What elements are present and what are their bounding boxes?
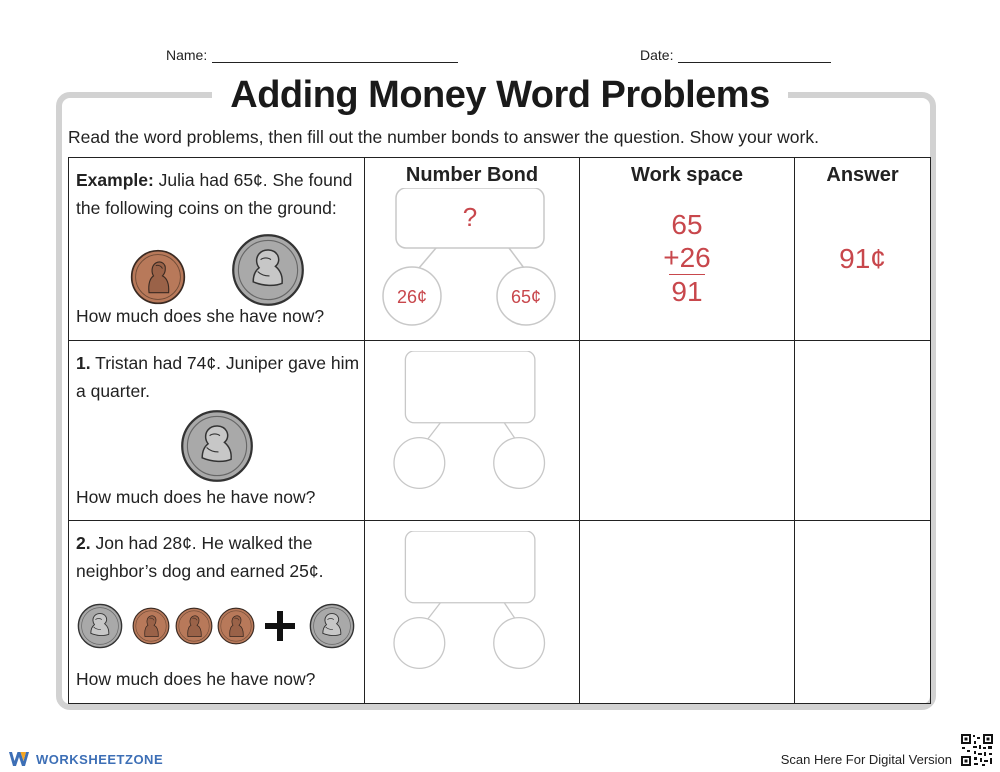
example-answer: 91¢ <box>839 243 886 274</box>
nickel-coin-icon <box>309 603 355 649</box>
bond-whole-box[interactable] <box>405 531 535 603</box>
problem-1-work-cell[interactable] <box>580 341 795 521</box>
worksheet-title: Adding Money Word Problems <box>212 70 788 120</box>
name-label: Name: <box>166 47 208 63</box>
name-field-line[interactable] <box>212 62 458 63</box>
problem-1-question: How much does he have now? <box>76 487 316 507</box>
problem-1-label: 1. <box>76 353 91 373</box>
bond-left-value: 26¢ <box>396 287 428 307</box>
problem-1-answer-cell[interactable] <box>795 341 931 521</box>
bond-right-value: 65¢ <box>510 287 542 307</box>
qr-code-icon[interactable] <box>960 733 994 767</box>
bond-whole-box[interactable] <box>405 351 535 423</box>
problem-2-bond-cell <box>365 521 580 704</box>
penny-coin-icon <box>175 607 213 645</box>
table-row-problem-1 <box>69 341 931 521</box>
problem-1-body: Tristan had 74¢. Juniper gave him a quarter. <box>76 353 360 401</box>
logo-w-icon <box>8 750 30 768</box>
work-line-3: 91 <box>671 276 703 307</box>
bond-part-left[interactable] <box>394 438 445 489</box>
penny-coin-icon <box>217 607 255 645</box>
penny-coin-icon <box>132 607 170 645</box>
work-space-header: Work space <box>631 164 743 186</box>
problem-1-text <box>76 349 361 405</box>
scan-text: Scan Here For Digital Version <box>780 752 952 767</box>
work-line-2: +26 <box>663 242 711 273</box>
answer-header: Answer <box>826 164 899 186</box>
problem-1-bond-cell <box>365 341 580 521</box>
problem-2-label: 2. <box>76 533 91 553</box>
problem-2-question: How much does he have now? <box>76 669 316 689</box>
example-text: Julia had 65¢. She found the following coins on the ground: <box>76 170 353 218</box>
problem-2-cell <box>69 521 365 704</box>
problem-2-answer-cell[interactable] <box>795 521 931 704</box>
quarter-coin-icon <box>180 409 254 483</box>
example-question: How much does she have now? <box>76 306 325 326</box>
instructions: Read the word problems, then fill out the number bonds to answer the question. Show your work. <box>68 127 819 147</box>
example-number-bond <box>381 188 561 328</box>
date-label: Date: <box>640 47 674 63</box>
quarter-coin-icon <box>231 233 305 307</box>
header-fields <box>0 44 1000 68</box>
problem-2-number-bond <box>381 531 561 671</box>
problem-1-number-bond <box>381 351 561 491</box>
example-problem-text <box>76 166 361 222</box>
problem-1-cell <box>69 341 365 521</box>
plus-icon <box>263 609 297 643</box>
table-row-problem-2 <box>69 521 931 704</box>
example-answer-cell <box>795 158 931 341</box>
worksheetzone-logo[interactable] <box>8 748 163 770</box>
problem-2-work-cell[interactable] <box>580 521 795 704</box>
nickel-coin-icon <box>77 603 123 649</box>
example-problem-cell <box>69 158 365 341</box>
bond-top-value: ? <box>462 202 478 232</box>
penny-coin-icon <box>130 249 186 305</box>
bond-part-right[interactable] <box>494 438 545 489</box>
example-label: Example: <box>76 170 154 190</box>
bond-part-right[interactable] <box>494 618 545 669</box>
problem-2-text <box>76 529 361 585</box>
problem-table <box>68 157 931 704</box>
logo-text: WORKSHEETZONE <box>36 751 164 767</box>
bond-part-left[interactable] <box>394 618 445 669</box>
example-work <box>580 208 794 308</box>
problem-2-body: Jon had 28¢. He walked the neighbor’s dog and earned 25¢. <box>76 533 324 581</box>
number-bond-header: Number Bond <box>405 164 539 186</box>
date-field-line[interactable] <box>678 62 831 63</box>
example-work-cell <box>580 158 795 341</box>
table-row-example <box>69 158 931 341</box>
example-bond-cell <box>365 158 580 341</box>
work-line-1: 65 <box>671 209 703 240</box>
